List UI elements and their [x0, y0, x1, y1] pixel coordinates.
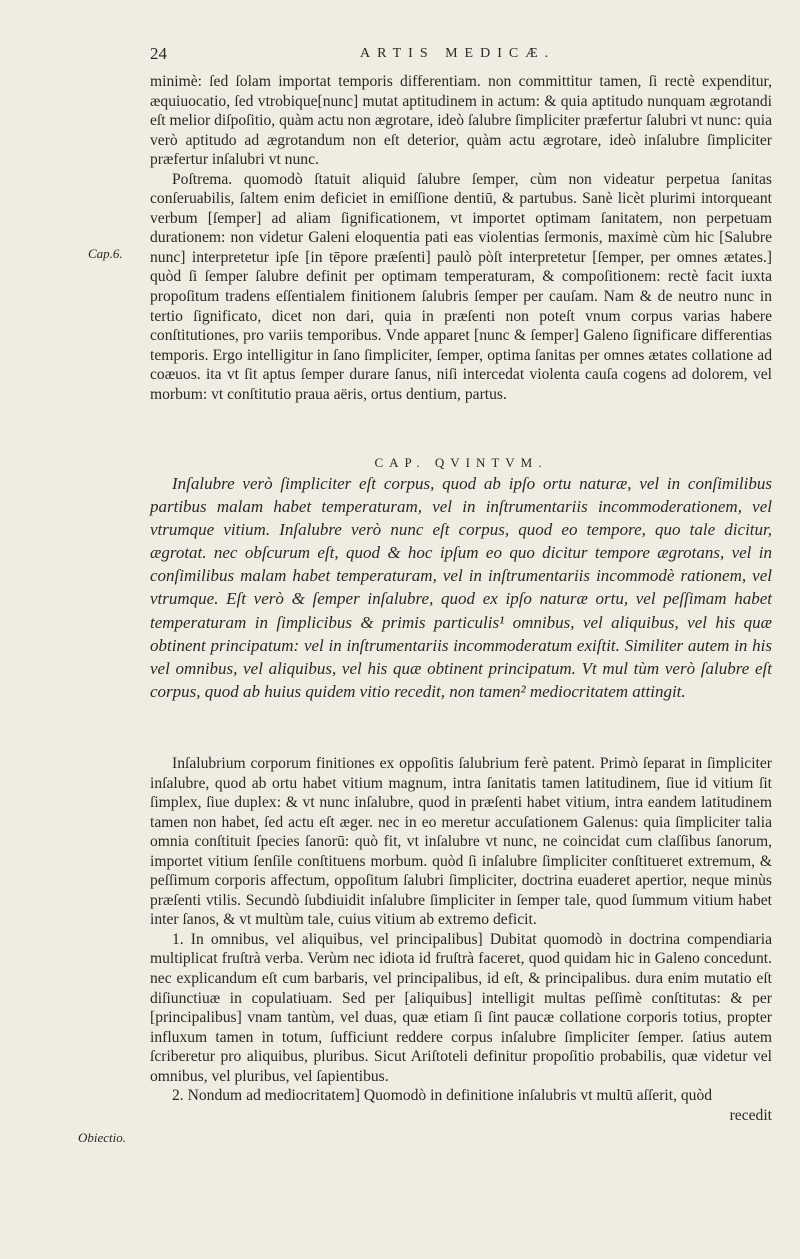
commentary-paragraph: minimè: ſed ſolam importat temporis differentiam. non committitur tamen, ſi rectè expenditur, æquiuocatio, ſed vtrobique[nunc] mutat aptitudinem in actum: & quia aptitudo nunquam ægrotandi eſt melior diſpoſitio, quàm actu non ægrotare, ideò ſalubre ſimpliciter præfertur ſalubri vt nunc: quia verò aptitudo ad ægrotandum non eſt deterior, quàm actu ægrotare, ideò inſalubre ſimpliciter præfertur inſalubri vt nunc. — [150, 73, 772, 169]
commentary-note-2: 2. Nondum ad mediocritatem] Quomodò in definitione inſalubris vt multū aſſerit, quòd — [172, 1087, 713, 1105]
margin-note-cap6: Cap.6. — [88, 246, 123, 261]
commentary-block-2 — [150, 754, 772, 1125]
page-header — [150, 44, 770, 66]
commentary-block-1 — [150, 72, 772, 404]
commentary-note-1: 1. In omnibus, vel aliquibus, vel principalibus] Dubitat quomodò in doctrina compendiaria multiplicat fruſtrà verba. Verùm nec idiota id fruſtrà faceret, quod quidam hic in Galeno concedunt. nec explicandum eſt cum barbaris, vel principalibus, id eſt, & principalibus. dura enim mutatio eſt diſiunctiuæ in copulatiuam. Sed per [aliquibus] intelligit multas peſſimè conſtitutas: & per [principalibus] vnam tantùm, vel duas, quæ etiam ſi ſint paucæ collatione corporis totius, propter influxum tamen in totum, ſufficiunt reddere corpus inſalubre ſimpliciter ſemper. ſatius autem ſcriberetur pro aliquibus, pluribus. Sicut Ariſtoteli definitur propoſitio probabilis, quæ videtur vel omnibus, vel pluribus, vel ſapientibus. — [150, 930, 772, 1085]
commentary-paragraph: Poſtrema. quomodò ſtatuit aliquid ſalubre ſemper, cùm non videatur perpetua ſanitas conſeruabilis, ſaltem enim deficiet in emiſſione dentiū, & partubus. Sanè licèt plurimi intorqueant verbum [ſemper] ad aliam ſignificationem, vt importet optimam ſanitatem, non perpetuam durationem: non videtur Galeni eloquentia pati eas violentias ſermonis, maximè cùm hic [Salubre nunc] interpretetur ipſe [in tēpore præſenti] paulò pòſt interpretetur [ſemper, per omnes ætates.] quòd ſi ſemper ſalubre definit per optimam temperaturam, & compoſitionem: rectè facit iuxta propoſitum tradens eſſentialem finitionem ſalubris ſemper per cauſam. Nam & de neutro nunc in tertio ſignificato, dicet non dari, quia in præſenti non poteſt vnum corpus varias habere conſtitutiones, pro variis temporibus. Vnde apparet [nunc & ſemper] Galeno ſignificare differentias temporis. Ergo intelligitur in ſano ſimpliciter, ſemper, optima ſanitas per omnes ætates collatione ad coæuos. ita vt ſit aptus ſemper durare ſanus, niſi intercedat violenta cauſa cogens ad dolorem, vel morbum: vt conſtitutio praua aëris, ortus dentium, partus. — [150, 170, 772, 403]
chapter-heading: CAP. QVINTVM. — [374, 455, 548, 470]
catchword: recedit — [729, 1106, 772, 1124]
running-title: ARTIS MEDICÆ. — [360, 46, 556, 61]
galen-text-block — [150, 472, 772, 703]
page-number: 24 — [150, 44, 167, 63]
margin-note-obiectio: Obiectio. — [78, 1130, 127, 1145]
commentary-paragraph: Inſalubrium corporum finitiones ex oppoſitis ſalubrium ferè patent. Primò ſeparat in ſimpliciter inſalubre, quod ab ortu habet vitium magnum, intra ſanitatis tamen latitudinem, ſiue id vitium ſit ſimplex, ſiue duplex: & vt nunc inſalubre, quod in præſenti habet vitium, intra eandem latitudinem tamen non habet, ſed actu eſt æger. nec in eo meretur accuſationem Galenus: quia ſimpliciter talia omnia conſtituit ſpecies ſanorū: quò fit, vt inſalubre vt nunc, ne coincidat cum claſſibus ſanorum, importet vitium ſenſile conſtituens morbum. quòd ſi inſalubre ſimpliciter conſtitueret extremum, & peſſimum corporis affectum, oppoſitum ſalubri ſimpliciter, doctrina euaderet apertior, neque minùs præſenti vtilis. Secundò ſubdiuidit inſalubre ſimpliciter in ſemper tale, quod ſummum vitium habet inter ſanos, & vt multùm tale, cuius vitium ab extremo deficit. — [150, 755, 772, 929]
galen-text: Inſalubre verò ſimpliciter eſt corpus, quod ab ipſo ortu naturæ, vel in conſimilibus partibus malam habet temperaturam, vel in inſtrumentariis incommoderationem, vel vtrumque vitium. Inſalubre verò nunc eſt corpus, quod eo tempore, quo tale dicitur, ægrotat. nec obſcurum eſt, quod & hoc ipſum eo quo dicitur tempore ægrotans, vel in conſimilibus malam habet temperaturam, vel in inſtrumentariis incommodè rationem, vel vtrumque. Eſt verò & ſemper inſalubre, quod ex ipſo naturæ ortu, vel peſſimam habet temperaturam in ſimplicibus & primis particulis¹ omnibus, vel aliquibus, vel his quæ obtinent principatum: vel in inſtrumentariis incommoderatum exiſtit. Similiter autem in his vel omnibus, vel aliquibus, vel his quæ obtinent principatum. Vt mul tùm verò ſalubre eſt corpus, quod ab huius quidem vitio recedit, non tamen² mediocritatem attingit. — [150, 474, 772, 701]
